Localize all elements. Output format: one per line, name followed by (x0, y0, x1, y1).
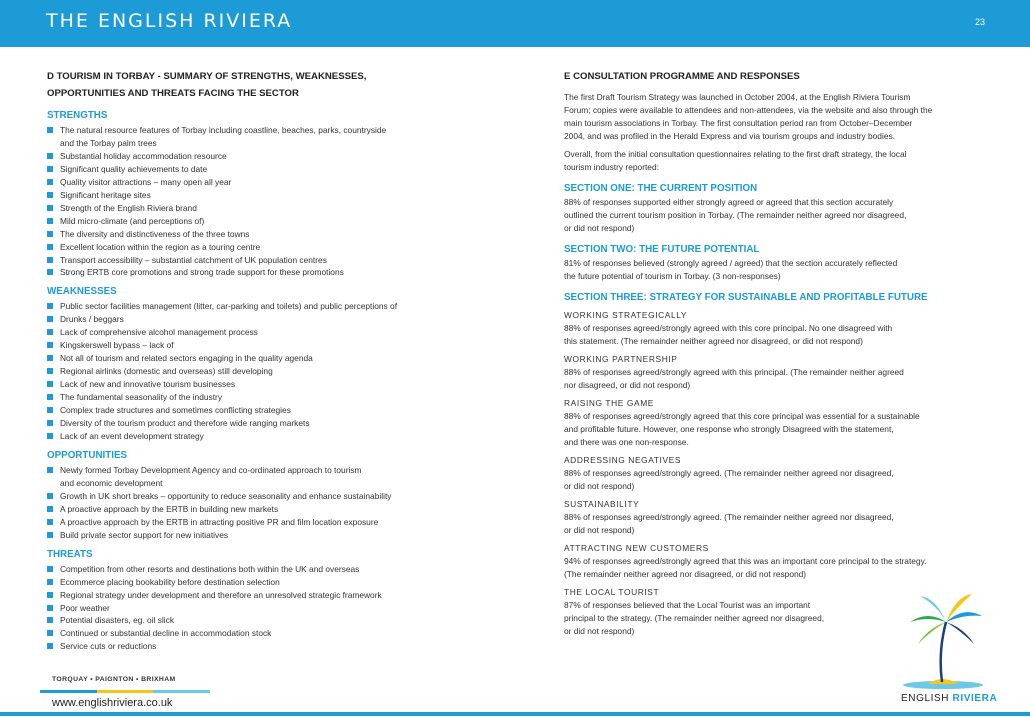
brand-wordmark (901, 693, 997, 704)
list-item: Excellent location within the region as a touring centre (47, 241, 517, 254)
footer-rule (0, 712, 1030, 716)
subsection-text-line: nor disagreed, or did not respond) (564, 380, 691, 390)
list-item: The fundamental seasonality of the industry (47, 391, 517, 404)
list-item: Build private sector support for new initiatives (47, 529, 517, 542)
list-item: Continued or substantial decline in accommodation stock (47, 627, 517, 640)
list-item: Strength of the English Riviera brand (47, 202, 517, 215)
subsection-title: SUSTAINABILITY (564, 499, 640, 509)
list-item: Lack of new and innovative tourism businesses (47, 378, 517, 391)
subsection-title: RAISING THE GAME (564, 398, 654, 408)
subsection-text-line: 94% of responses agreed/strongly agreed that this was an important core principal to the strategy. (564, 556, 927, 566)
section-two-text (564, 257, 994, 283)
list-item: The natural resource features of Torbay including coastline, beaches, parks, countryside and the Torbay palm trees (47, 124, 517, 150)
list-item: Lack of comprehensive alcohol management process (47, 326, 517, 339)
swot-heading-line2: OPPORTUNITIES AND THREATS FACING THE SECTOR (47, 88, 299, 99)
swot-column (47, 68, 517, 653)
strengths-list (47, 124, 517, 279)
text-line: or did not respond) (564, 223, 635, 233)
subsection-title: ATTRACTING NEW CUSTOMERS (564, 543, 709, 553)
consultation-heading: E CONSULTATION PROGRAMME AND RESPONSES (564, 71, 800, 82)
footer-towns: TORQUAY • PAIGNTON • BRIXHAM (52, 676, 176, 683)
intro-paragraph-1 (564, 91, 994, 143)
subsection-text-line: (The remainder neither agreed nor disagreed, or did not respond) (564, 569, 807, 579)
list-item: Newly formed Torbay Development Agency and co-ordinated approach to tourism and economic development (47, 464, 517, 490)
text-line: Forum; copies were available to attendees and non-attendees, via the website and also through the (564, 105, 933, 115)
section-two-title: SECTION TWO: THE FUTURE POTENTIAL (564, 244, 760, 255)
subsection-title: THE LOCAL TOURIST (564, 587, 660, 597)
section-one-title: SECTION ONE: THE CURRENT POSITION (564, 183, 758, 194)
page-number: 23 (974, 17, 985, 27)
list-item: Drunks / beggars (47, 313, 517, 326)
list-item: Quality visitor attractions – many open all year (47, 176, 517, 189)
text-line: main tourism associations in Torbay. The first consultation period ran from October–December (564, 118, 913, 128)
page-header (0, 0, 1030, 47)
intro-paragraph-2 (564, 148, 994, 174)
list-item: Public sector facilities management (litter, car-parking and toilets) and public perceptions of (47, 300, 517, 313)
list-item: Significant heritage sites (47, 189, 517, 202)
list-item: Transport accessibility – substantial catchment of UK population centres (47, 254, 517, 267)
logo-trunk (941, 622, 946, 682)
list-item: Service cuts or reductions (47, 640, 517, 653)
subsection-text-line: or did not respond) (564, 626, 635, 636)
list-item: Competition from other resorts and destinations both within the UK and overseas (47, 563, 517, 576)
threats-list (47, 563, 517, 654)
bar-segment-cyan (153, 690, 210, 693)
list-item: Strong ERTB core promotions and strong trade support for these promotions (47, 266, 517, 279)
subsection-title: ADDRESSING NEGATIVES (564, 455, 682, 465)
footer-website-link[interactable]: www.englishriviera.co.uk (52, 697, 173, 709)
swot-heading-line1: D TOURISM IN TORBAY - SUMMARY OF STRENGTHS, WEAKNESSES, (47, 71, 367, 82)
section-three-subsections (564, 309, 994, 638)
text-line: 2004, and was profiled in the Herald Express and via tourism groups and industry bodies. (564, 131, 896, 141)
list-item: Growth in UK short breaks – opportunity to reduce seasonality and enhance sustainability (47, 490, 517, 503)
subsection-text-line: and profitable future. However, one response who strongly Disagreed with the statement, (564, 424, 894, 434)
weaknesses-label: WEAKNESSES (47, 286, 117, 298)
bar-segment-blue (40, 690, 97, 693)
logo-leaf-4 (946, 594, 972, 622)
text-line: The first Draft Tourism Strategy was launched in October 2004, at the English Riviera Tourism (564, 92, 911, 102)
list-item: Mild micro-climate (and perceptions of) (47, 215, 517, 228)
subsection-text-line: 88% of responses agreed/strongly agreed. (The remainder neither agreed nor disagreed, (564, 468, 894, 478)
subsection-text-line: this statement. (The remainder neither agreed nor disagreed, or did not respond) (564, 336, 863, 346)
list-item: Significant quality achievements to date (47, 163, 517, 176)
list-item: Substantial holiday accommodation resource (47, 150, 517, 163)
document-title: THE ENGLISH RIVIERA (46, 10, 293, 32)
logo-leaf-1 (910, 616, 946, 622)
subsection-text-line: 88% of responses agreed/strongly agreed that this core principal was essential for a sustainable (564, 411, 920, 421)
list-item: Potential disasters, eg. oil slick (47, 614, 517, 627)
list-item: Ecommerce placing bookability before destination selection (47, 576, 517, 589)
list-item: Diversity of the tourism product and therefore wide ranging markets (47, 417, 517, 430)
subsection-text-line: or did not respond) (564, 525, 635, 535)
logo-leaf-6 (946, 622, 974, 644)
list-item: Lack of an event development strategy (47, 430, 517, 443)
english-riviera-palm-logo (898, 592, 988, 692)
subsection-text-line: 88% of responses agreed/strongly agreed with this principal. (The remainder neither agreed (564, 367, 904, 377)
list-item: Regional strategy under development and therefore an unresolved strategic framework (47, 589, 517, 602)
opportunities-label: OPPORTUNITIES (47, 449, 128, 461)
consultation-column (564, 68, 994, 638)
subsection-text-line: 88% of responses agreed/strongly agreed with this core principal. No one disagreed with (564, 323, 893, 333)
list-item: A proactive approach by the ERTB in attracting positive PR and film location exposure (47, 516, 517, 529)
subsection-text-line: principal to the strategy. (The remainder neither agreed nor disagreed, (564, 613, 825, 623)
subsection-title: WORKING STRATEGICALLY (564, 310, 688, 320)
text-line: Overall, from the initial consultation questionnaires relating to the first draft strategy, the local (564, 149, 907, 159)
section-one-text (564, 196, 994, 235)
subsection-text-line: 88% of responses agreed/strongly agreed. (The remainder neither agreed nor disagreed, (564, 512, 894, 522)
text-line: 88% of responses supported either strongly agreed or agreed that this section accurately (564, 197, 894, 207)
list-item: Regional airlinks (domestic and overseas) still developing (47, 365, 517, 378)
subsection-title: WORKING PARTNERSHIP (564, 354, 678, 364)
opportunities-list (47, 464, 517, 542)
text-line: the future potential of tourism in Torbay. (3 non-responses) (564, 271, 781, 281)
threats-label: THREATS (47, 548, 93, 560)
subsection-text-line: and there was one non-response. (564, 437, 689, 447)
brand-english: ENGLISH (901, 693, 950, 704)
subsection-text-line: or did not respond) (564, 481, 635, 491)
strengths-label: STRENGTHS (47, 110, 108, 121)
list-item: Not all of tourism and related sectors engaging in the quality agenda (47, 352, 517, 365)
text-line: tourism industry reported: (564, 162, 659, 172)
text-line: outlined the current tourism position in Torbay. (The remainder neither agreed nor disagreed, (564, 210, 907, 220)
brand-riviera: RIVIERA (952, 693, 998, 704)
bar-segment-yellow (97, 690, 154, 693)
weaknesses-list (47, 300, 517, 442)
section-three-title: SECTION THREE: STRATEGY FOR SUSTAINABLE AND PROFITABLE FUTURE (564, 292, 928, 303)
list-item: A proactive approach by the ERTB in building new markets (47, 503, 517, 516)
list-item: Kingskerswell bypass – lack of (47, 339, 517, 352)
list-item: Poor weather (47, 602, 517, 615)
subsection-text-line: 87% of responses believed that the Local Tourist was an important (564, 600, 811, 610)
footer-colour-bar (40, 690, 210, 693)
list-item: Complex trade structures and sometimes conflicting strategies (47, 404, 517, 417)
list-item: The diversity and distinctiveness of the three towns (47, 228, 517, 241)
text-line: 81% of responses believed (strongly agreed / agreed) that the section accurately reflected (564, 258, 898, 268)
